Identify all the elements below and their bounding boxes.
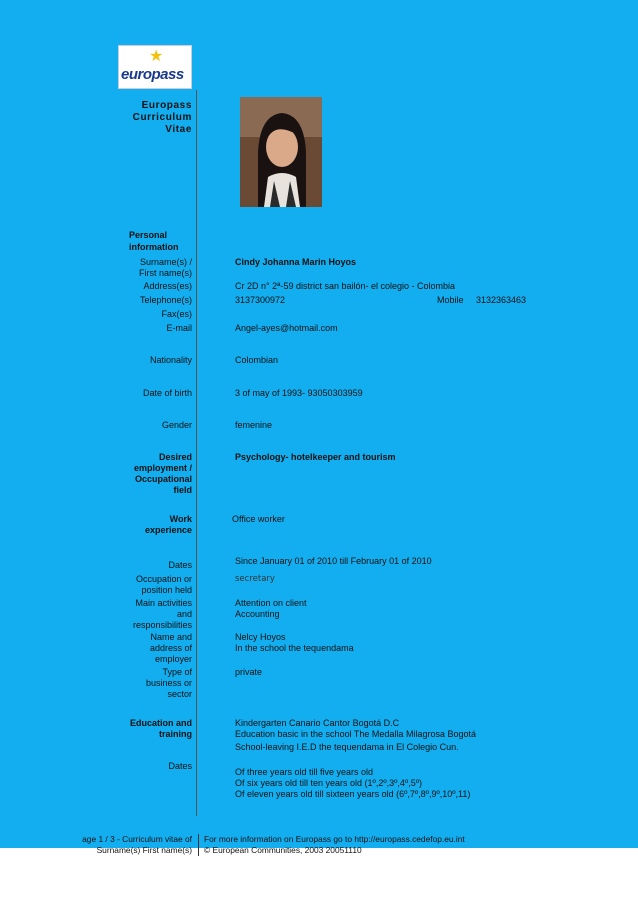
email-value: Angel-ayes@hotmail.com [235,323,338,333]
desired-label-4: field [173,485,192,495]
work-label-2: experience [144,525,192,535]
profile-photo [240,97,322,207]
work-label-1: Work [169,514,192,524]
cv-title-line1: Europass [141,100,192,111]
telephone-value: 3137300972 [235,295,286,305]
surname-label-1: Surname(s) / [139,257,192,267]
occupation-label-1: Occupation or [135,574,192,584]
footer-divider [198,834,199,856]
type-label-3: sector [167,689,192,699]
fax-label: Fax(es) [161,309,192,319]
desired-label-1: Desired [158,452,192,462]
activity-1: Attention on client [235,598,307,608]
education-date-1: Of three years old till five years old [235,767,374,777]
work-dates-label: Dates [168,560,192,570]
cv-title-line2: Curriculum [132,112,192,123]
education-date-3: Of eleven years old till sixteen years old (6º,7º,8º,9º,10º,11) [235,789,471,799]
type-value: private [235,667,263,677]
education-date-2: Of six years old till ten years old (1º,2º,3º,4º,5º) [235,778,423,788]
column-divider [196,90,197,816]
telephone-label: Telephone(s) [139,295,192,305]
personal-heading-1: Personal [129,230,168,240]
gender-value: femenine [235,420,273,430]
footer-right-line-2: © European Communities, 2003 20051110 [204,845,362,855]
type-label-2: business or [145,678,192,688]
gender-label: Gender [161,420,192,430]
footer-right [204,834,465,856]
employer-label-2: address of [149,643,192,653]
occupation-value: secretary [235,574,275,584]
type-label-1: Type of [162,667,192,677]
employer-label-1: Name and [150,632,192,642]
employer-1: Nelcy Hoyos [235,632,286,642]
activities-label-1: Main activities [135,598,192,608]
mobile-label: Mobile [437,295,464,305]
work-dates-value: Since January 01 of 2010 till February 01 of 2010 [235,556,432,566]
star-icon: ★ [149,48,164,65]
footer-right-line-1: For more information on Europass go to http://europass.cedefop.eu.int [204,834,465,844]
employer-label-3: employer [154,654,192,664]
mobile-value: 3132363463 [476,295,527,305]
education-line-2: Education basic in the school The Medalla Milagrosa Bogotá [235,729,476,739]
desired-label-3: Occupational [134,474,192,484]
education-label-1: Education and [129,718,192,728]
activity-2: Accounting [235,609,280,619]
footer-left-line-2: Surname(s) First name(s) [96,845,192,855]
footer-left [82,834,192,856]
activities-label-3: responsibilities [132,620,192,630]
address-label: Address(es) [143,281,192,291]
desired-label-2: employment / [133,463,192,473]
cv-title-line3: Vitae [165,124,192,135]
footer-left-line-1: age 1 / 3 - Curriculum vitae of [82,834,192,844]
dob-value: 3 of may of 1993- 93050303959 [235,388,363,398]
nationality-value: Colombian [235,355,279,365]
education-line-3: School-leaving I.E.D the tequendama in El Colegio Cun. [235,742,459,752]
occupation-label-2: position held [141,585,192,595]
surname-label-2: First name(s) [138,268,192,278]
personal-heading-2: information [129,242,179,252]
address-value: Cr 2D n° 2ª-59 district san bailón- el colegio - Colombia [235,281,456,291]
europass-logo [118,45,192,89]
nationality-label: Nationality [149,355,192,365]
education-dates-label: Dates [168,761,192,771]
logo-text: europass [121,66,184,83]
employer-2: In the school the tequendama [235,643,354,653]
desired-value: Psychology- hotelkeeper and tourism [235,452,396,462]
work-value: Office worker [232,514,285,524]
email-label: E-mail [166,323,192,333]
activities-label-2: and [176,609,192,619]
education-line-1: Kindergarten Canario Cantor Bogotá D.C [235,718,400,728]
name-value: Cindy Johanna Marin Hoyos [235,257,357,267]
dob-label: Date of birth [142,388,192,398]
education-label-2: training [159,729,192,739]
